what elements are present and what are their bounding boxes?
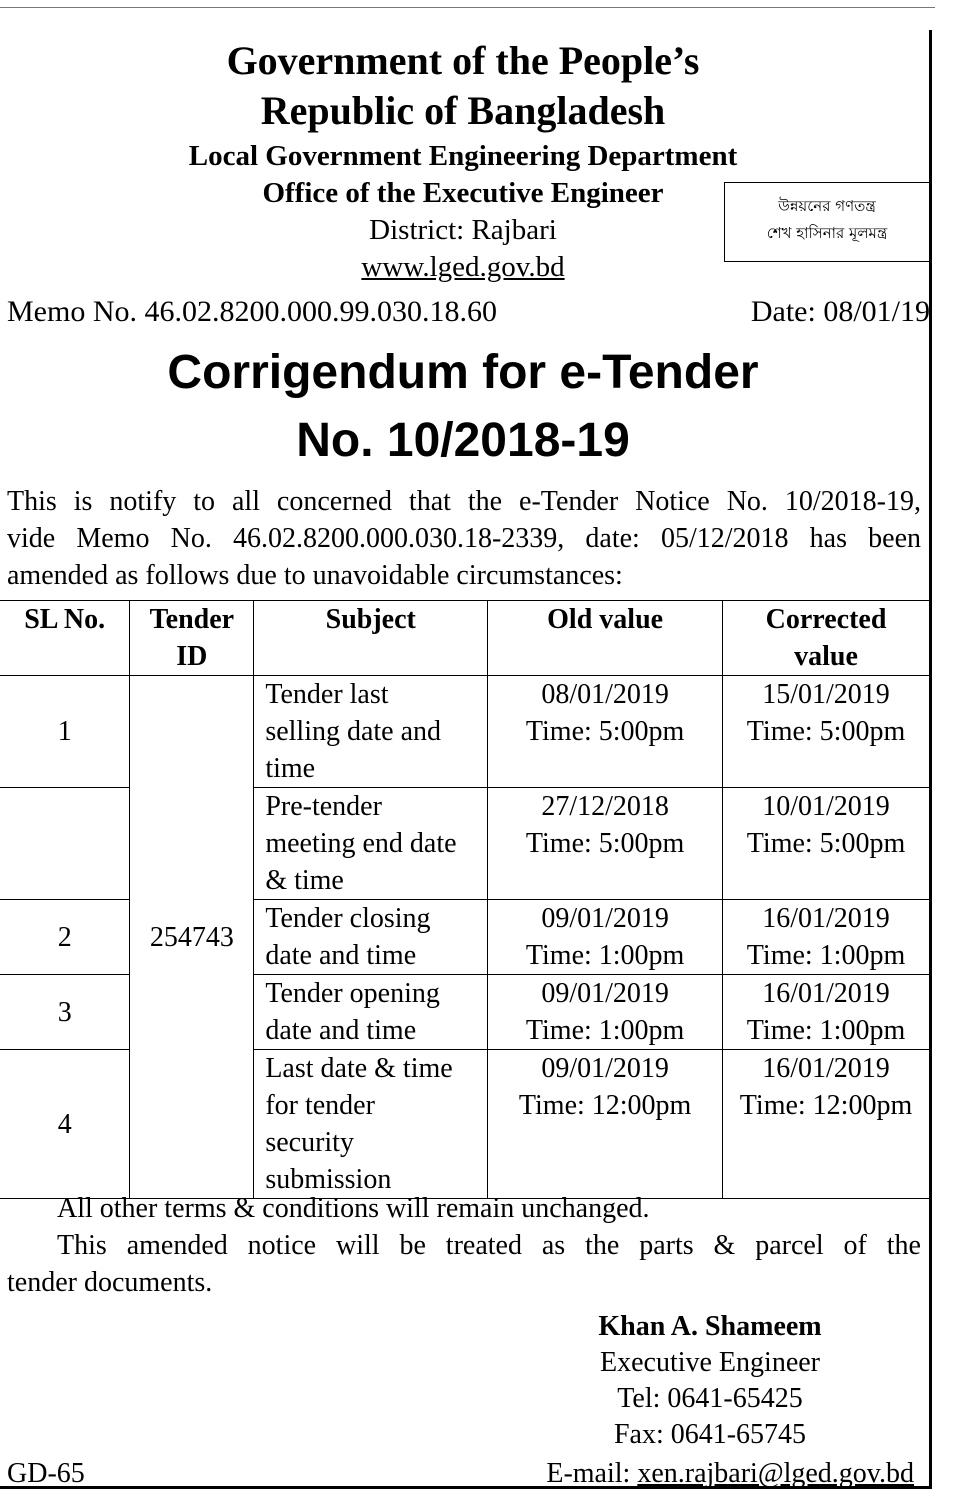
memo-date: Date: 08/01/19: [750, 295, 930, 328]
row-corrected-value: 10/01/2019 Time: 5:00pm: [723, 788, 930, 900]
slogan-line1: উন্নয়নের গণতন্ত্র: [778, 197, 876, 215]
corrigendum-title-line1: Corrigendum for e-Tender: [167, 346, 759, 399]
header-old-value: Old value: [488, 601, 723, 676]
corrigendum-table: [0, 600, 930, 1199]
header-sl: SL No.: [0, 601, 130, 676]
amended-line: This amended notice will be treated as the parts & parcel of the: [57, 1230, 921, 1261]
memo-number: Memo No. 46.02.8200.000.99.030.18.60: [7, 295, 497, 328]
signature-block: [500, 1309, 920, 1453]
row-subject: Pre-tender meeting end date & time: [254, 788, 488, 900]
row-old-value: 08/01/2019 Time: 5:00pm: [488, 676, 723, 788]
signatory-fax: Fax: 0641-65745: [613, 1419, 807, 1450]
corrigendum-title-line2: No. 10/2018-19: [296, 414, 630, 467]
signatory-title: Executive Engineer: [599, 1347, 820, 1378]
signatory-email: [546, 1456, 914, 1492]
district: District: Rajbari: [369, 214, 557, 246]
gd-code: GD-65: [7, 1458, 85, 1489]
top-rule: [0, 7, 935, 8]
row-sl: 4: [0, 1050, 130, 1199]
table-header-row: [0, 601, 930, 676]
row-sl: [0, 788, 130, 900]
terms-note: All other terms & conditions will remain unchanged.: [57, 1193, 650, 1224]
government-title-line2: Republic of Bangladesh: [260, 88, 666, 133]
row-subject: Last date & time for tender security submission: [254, 1050, 488, 1199]
intro-line: vide Memo No. 46.02.8200.000.030.18-2339, date: 05/12/2018 has been: [7, 523, 921, 554]
amended-note: [7, 1227, 921, 1301]
row-subject: Tender last selling date and time: [254, 676, 488, 788]
department-name: Local Government Engineering Department: [188, 140, 738, 172]
row-corrected-value: 16/01/2019 Time: 1:00pm: [723, 900, 930, 975]
government-title-line1: Government of the People’s: [226, 38, 700, 83]
row-subject: Tender closing date and time: [254, 900, 488, 975]
header-subject: Subject: [254, 601, 488, 676]
header-corrected-value: Corrected value: [723, 601, 930, 676]
signatory-name: Khan A. Shameem: [598, 1311, 822, 1342]
office-name: Office of the Executive Engineer: [262, 177, 664, 209]
row-sl: 1: [0, 676, 130, 788]
row-corrected-value: 15/01/2019 Time: 5:00pm: [723, 676, 930, 788]
intro-line: This is notify to all concerned that the e-Tender Notice No. 10/2018-19,: [7, 486, 921, 517]
row-old-value: 09/01/2019 Time: 1:00pm: [488, 900, 723, 975]
row-old-value: 09/01/2019 Time: 12:00pm: [488, 1050, 723, 1199]
row-sl: 2: [0, 900, 130, 975]
tender-id-cell: 254743: [130, 676, 254, 1199]
intro-line: amended as follows due to unavoidable circumstances:: [7, 560, 623, 591]
header-tender-id: Tender ID: [130, 601, 254, 676]
email-link[interactable]: xen.rajbari@lged.gov.bd: [637, 1458, 914, 1489]
slogan-line2: শেখ হাসিনার মূলমন্ত্র: [766, 224, 888, 242]
slogan-box: [724, 182, 930, 262]
row-old-value: 27/12/2018 Time: 5:00pm: [488, 788, 723, 900]
amended-line: tender documents.: [7, 1267, 213, 1298]
row-corrected-value: 16/01/2019 Time: 1:00pm: [723, 975, 930, 1050]
row-old-value: 09/01/2019 Time: 1:00pm: [488, 975, 723, 1050]
row-sl: 3: [0, 975, 130, 1050]
table-row: [0, 676, 930, 788]
intro-paragraph: [7, 483, 921, 594]
row-subject: Tender opening date and time: [254, 975, 488, 1050]
row-corrected-value: 16/01/2019 Time: 12:00pm: [723, 1050, 930, 1199]
signatory-tel: Tel: 0641-65425: [617, 1383, 803, 1414]
website-text[interactable]: www.lged.gov.bd: [361, 251, 565, 283]
email-label: E-mail:: [546, 1458, 638, 1489]
